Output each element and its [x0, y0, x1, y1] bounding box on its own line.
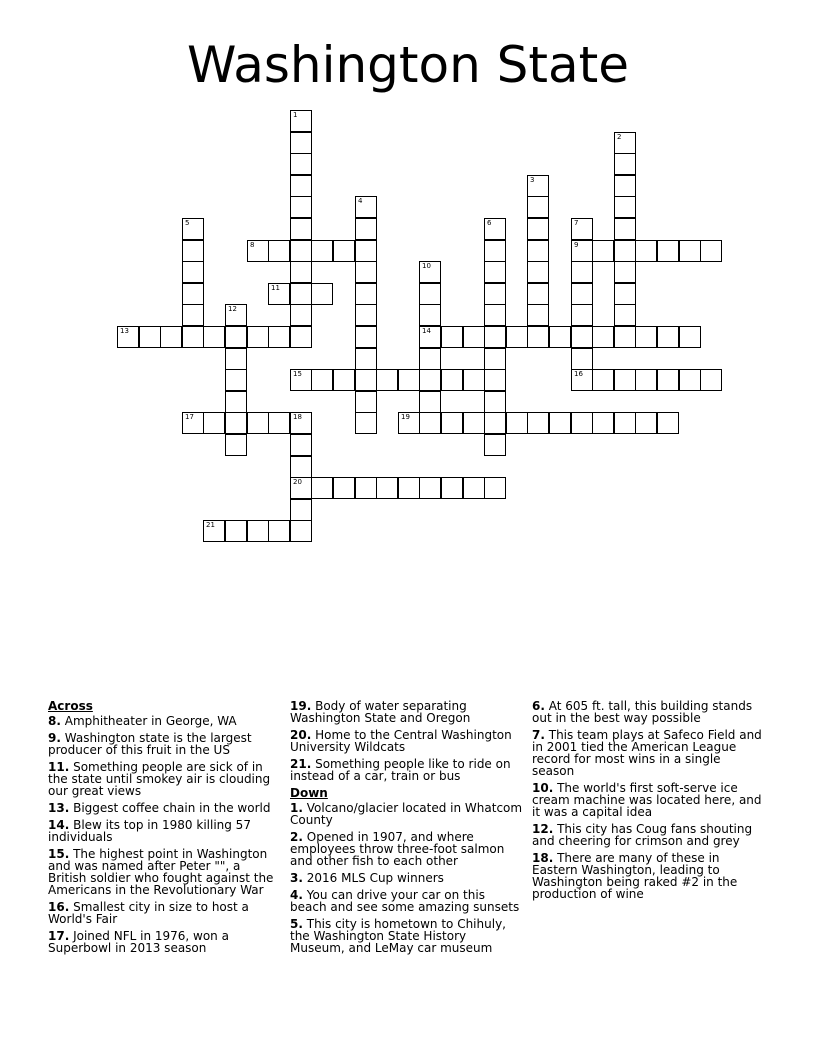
grid-cell[interactable] — [614, 218, 636, 240]
grid-cell[interactable] — [225, 348, 247, 370]
grid-cell[interactable] — [203, 412, 225, 434]
grid-cell[interactable] — [398, 477, 420, 499]
grid-cell[interactable] — [355, 240, 377, 262]
grid-cell[interactable] — [635, 369, 657, 391]
clue-column-1 — [48, 700, 282, 959]
grid-cell[interactable] — [355, 391, 377, 413]
grid-cell[interactable] — [398, 412, 420, 434]
grid-cell[interactable] — [484, 434, 506, 456]
grid-cell[interactable] — [419, 326, 441, 348]
grid-cell[interactable] — [614, 369, 636, 391]
grid-cell[interactable] — [506, 412, 528, 434]
grid-cell[interactable] — [225, 326, 247, 348]
grid-cell[interactable] — [614, 240, 636, 262]
grid-cell[interactable] — [225, 304, 247, 326]
grid-cell[interactable] — [484, 240, 506, 262]
grid-cell[interactable] — [527, 196, 549, 218]
clue-across-15: 15. The highest point in Washington and was named after Peter "", a British soldier who fought against the Americans in the Revolutionary War — [48, 847, 274, 897]
grid-cell[interactable] — [463, 326, 485, 348]
grid-cell[interactable] — [571, 326, 593, 348]
grid-cell[interactable] — [160, 326, 182, 348]
grid-cell[interactable] — [333, 369, 355, 391]
grid-cell[interactable] — [484, 304, 506, 326]
grid-cell[interactable] — [268, 240, 290, 262]
clue-number: 12 — [228, 305, 237, 313]
grid-cell[interactable] — [441, 412, 463, 434]
grid-cell[interactable] — [311, 477, 333, 499]
grid-cell[interactable] — [182, 261, 204, 283]
clue-number: 1 — [293, 111, 298, 119]
grid-cell[interactable] — [484, 261, 506, 283]
grid-cell[interactable] — [376, 369, 398, 391]
grid-cell[interactable] — [657, 240, 679, 262]
grid-cell[interactable] — [441, 326, 463, 348]
grid-cell[interactable] — [484, 477, 506, 499]
grid-cell[interactable] — [290, 412, 312, 434]
clue-number: 7 — [574, 219, 579, 227]
grid-cell[interactable] — [290, 175, 312, 197]
clue-number: 10 — [422, 262, 431, 270]
grid-cell[interactable] — [549, 412, 571, 434]
clue-across-8: 8. Amphitheater in George, WA — [48, 714, 237, 728]
grid-cell[interactable] — [419, 412, 441, 434]
grid-cell[interactable] — [592, 240, 614, 262]
clue-number: 4 — [358, 197, 363, 205]
grid-cell[interactable] — [182, 326, 204, 348]
grid-cell[interactable] — [635, 412, 657, 434]
grid-cell[interactable] — [290, 283, 312, 305]
grid-cell[interactable] — [484, 391, 506, 413]
clue-down-1: 1. Volcano/glacier located in Whatcom County — [290, 801, 523, 827]
grid-cell[interactable] — [614, 132, 636, 154]
grid-cell[interactable] — [700, 369, 722, 391]
grid-cell[interactable] — [290, 240, 312, 262]
clue-number: 6 — [487, 219, 492, 227]
grid-cell[interactable] — [290, 110, 312, 132]
grid-cell[interactable] — [355, 412, 377, 434]
clue-across-11: 11. Something people are sick of in the state until smokey air is clouding our great views — [48, 760, 271, 798]
grid-cell[interactable] — [571, 412, 593, 434]
grid-cell[interactable] — [290, 132, 312, 154]
grid-cell[interactable] — [614, 326, 636, 348]
grid-cell[interactable] — [225, 434, 247, 456]
grid-cell[interactable] — [333, 477, 355, 499]
clue-number: 14 — [422, 327, 431, 335]
grid-cell[interactable] — [290, 153, 312, 175]
grid-cell[interactable] — [571, 283, 593, 305]
clue-number: 16 — [574, 370, 583, 378]
grid-cell[interactable] — [182, 218, 204, 240]
grid-cell[interactable] — [398, 369, 420, 391]
grid-cell[interactable] — [506, 326, 528, 348]
clue-number: 18 — [293, 413, 302, 421]
grid-cell[interactable] — [419, 369, 441, 391]
clue-down-2: 2. Opened in 1907, and where employees throw three-foot salmon and other fish to each other — [290, 830, 505, 868]
grid-cell[interactable] — [441, 369, 463, 391]
grid-cell[interactable] — [657, 412, 679, 434]
clue-down-4: 4. You can drive your car on this beach and see some amazing sunsets — [290, 888, 520, 914]
clue-number: 5 — [185, 219, 190, 227]
clue-number: 15 — [293, 370, 302, 378]
down-heading: Down — [290, 786, 328, 800]
grid-cell[interactable] — [290, 477, 312, 499]
grid-cell[interactable] — [679, 369, 701, 391]
grid-cell[interactable] — [614, 412, 636, 434]
grid-cell[interactable] — [592, 412, 614, 434]
grid-cell[interactable] — [592, 326, 614, 348]
grid-cell[interactable] — [203, 520, 225, 542]
grid-cell[interactable] — [419, 304, 441, 326]
grid-cell[interactable] — [290, 434, 312, 456]
grid-cell[interactable] — [268, 326, 290, 348]
puzzle-title: Washington State — [186, 36, 630, 94]
grid-cell[interactable] — [268, 283, 290, 305]
grid-cell[interactable] — [614, 196, 636, 218]
grid-cell[interactable] — [355, 196, 377, 218]
grid-cell[interactable] — [571, 240, 593, 262]
grid-cell[interactable] — [268, 412, 290, 434]
grid-cell[interactable] — [527, 326, 549, 348]
clue-number: 3 — [530, 176, 535, 184]
grid-cell[interactable] — [484, 369, 506, 391]
grid-cell[interactable] — [376, 477, 398, 499]
clue-column-3 — [532, 700, 766, 905]
grid-cell[interactable] — [463, 477, 485, 499]
grid-cell[interactable] — [484, 218, 506, 240]
grid-cell[interactable] — [225, 391, 247, 413]
clue-across-14: 14. Blew its top in 1980 killing 57 individuals — [48, 818, 251, 844]
grid-cell[interactable] — [355, 304, 377, 326]
grid-cell[interactable] — [225, 412, 247, 434]
clue-number: 9 — [574, 241, 579, 249]
clue-number: 13 — [120, 327, 129, 335]
grid-cell[interactable] — [571, 369, 593, 391]
grid-cell[interactable] — [290, 261, 312, 283]
grid-cell[interactable] — [484, 348, 506, 370]
grid-cell[interactable] — [355, 283, 377, 305]
clue-number: 20 — [293, 478, 302, 486]
grid-cell[interactable] — [527, 412, 549, 434]
clue-down-3: 3. 2016 MLS Cup winners — [290, 871, 444, 885]
grid-cell[interactable] — [527, 261, 549, 283]
grid-cell[interactable] — [290, 304, 312, 326]
clue-column-2 — [290, 700, 524, 959]
clue-down-7: 7. This team plays at Safeco Field and in 2001 tied the American League record for most wins in a single season — [532, 728, 762, 778]
grid-cell[interactable] — [247, 520, 269, 542]
grid-cell[interactable] — [614, 175, 636, 197]
grid-cell[interactable] — [484, 326, 506, 348]
grid-cell[interactable] — [182, 283, 204, 305]
clue-across-19: 19. Body of water separating Washington State and Oregon — [290, 699, 471, 725]
grid-cell[interactable] — [290, 196, 312, 218]
grid-cell[interactable] — [592, 369, 614, 391]
grid-cell[interactable] — [527, 240, 549, 262]
grid-cell[interactable] — [527, 175, 549, 197]
clue-down-10: 10. The world's first soft-serve ice cream machine was located here, and it was a capital idea — [532, 781, 762, 819]
grid-cell[interactable] — [355, 326, 377, 348]
clue-number: 11 — [271, 284, 280, 292]
grid-cell[interactable] — [484, 412, 506, 434]
grid-cell[interactable] — [614, 304, 636, 326]
clue-across-21: 21. Something people like to ride on instead of a car, train or bus — [290, 757, 511, 783]
grid-cell[interactable] — [571, 304, 593, 326]
clue-number: 17 — [185, 413, 194, 421]
grid-cell[interactable] — [225, 520, 247, 542]
grid-cell[interactable] — [679, 326, 701, 348]
clue-down-12: 12. This city has Coug fans shouting and cheering for crimson and grey — [532, 822, 753, 848]
clue-number: 21 — [206, 521, 215, 529]
grid-cell[interactable] — [355, 218, 377, 240]
clue-across-20: 20. Home to the Central Washington University Wildcats — [290, 728, 512, 754]
grid-cell[interactable] — [355, 261, 377, 283]
grid-cell[interactable] — [419, 261, 441, 283]
grid-cell[interactable] — [463, 369, 485, 391]
grid-cell[interactable] — [419, 391, 441, 413]
grid-cell[interactable] — [571, 218, 593, 240]
grid-cell[interactable] — [290, 520, 312, 542]
clue-down-5: 5. This city is hometown to Chihuly, the Washington State History Museum, and LeMay car museum — [290, 917, 506, 955]
grid-cell[interactable] — [355, 477, 377, 499]
grid-cell[interactable] — [290, 326, 312, 348]
across-heading: Across — [48, 699, 93, 713]
grid-cell[interactable] — [419, 283, 441, 305]
grid-cell[interactable] — [311, 240, 333, 262]
grid-cell[interactable] — [247, 326, 269, 348]
grid-cell[interactable] — [635, 240, 657, 262]
grid-cell[interactable] — [441, 477, 463, 499]
grid-cell[interactable] — [333, 240, 355, 262]
grid-cell[interactable] — [571, 261, 593, 283]
grid-cell[interactable] — [247, 412, 269, 434]
clue-number: 19 — [401, 413, 410, 421]
grid-cell[interactable] — [182, 412, 204, 434]
clue-across-16: 16. Smallest city in size to host a World's Fair — [48, 900, 249, 926]
grid-cell[interactable] — [614, 283, 636, 305]
clue-down-18: 18. There are many of these in Eastern Washington, leading to Washington being raked #2 in the production of wine — [532, 851, 738, 901]
grid-cell[interactable] — [139, 326, 161, 348]
grid-cell[interactable] — [657, 369, 679, 391]
grid-cell[interactable] — [484, 283, 506, 305]
grid-cell[interactable] — [311, 369, 333, 391]
clue-across-13: 13. Biggest coffee chain in the world — [48, 801, 271, 815]
grid-cell[interactable] — [247, 240, 269, 262]
clue-across-17: 17. Joined NFL in 1976, won a Superbowl in 2013 season — [48, 929, 229, 955]
clue-number: 8 — [250, 241, 255, 249]
grid-cell[interactable] — [419, 348, 441, 370]
grid-cell[interactable] — [355, 348, 377, 370]
grid-cell[interactable] — [549, 326, 571, 348]
grid-cell[interactable] — [679, 240, 701, 262]
grid-cell[interactable] — [614, 261, 636, 283]
grid-cell[interactable] — [355, 369, 377, 391]
grid-cell[interactable] — [290, 499, 312, 521]
clue-down-6: 6. At 605 ft. tall, this building stands out in the best way possible — [532, 699, 753, 725]
grid-cell[interactable] — [182, 304, 204, 326]
grid-cell[interactable] — [700, 240, 722, 262]
grid-cell[interactable] — [527, 218, 549, 240]
grid-cell[interactable] — [527, 304, 549, 326]
grid-cell[interactable] — [571, 348, 593, 370]
grid-cell[interactable] — [117, 326, 139, 348]
grid-cell[interactable] — [463, 412, 485, 434]
clue-number: 2 — [617, 133, 622, 141]
grid-cell[interactable] — [419, 477, 441, 499]
grid-cell[interactable] — [203, 326, 225, 348]
grid-cell[interactable] — [290, 218, 312, 240]
grid-cell[interactable] — [225, 369, 247, 391]
grid-cell[interactable] — [268, 520, 290, 542]
grid-cell[interactable] — [614, 153, 636, 175]
grid-cell[interactable] — [290, 456, 312, 478]
grid-cell[interactable] — [527, 283, 549, 305]
grid-cell[interactable] — [635, 326, 657, 348]
clue-across-9: 9. Washington state is the largest producer of this fruit in the US — [48, 731, 252, 757]
grid-cell[interactable] — [657, 326, 679, 348]
grid-cell[interactable] — [182, 240, 204, 262]
grid-cell[interactable] — [290, 369, 312, 391]
grid-cell[interactable] — [311, 283, 333, 305]
